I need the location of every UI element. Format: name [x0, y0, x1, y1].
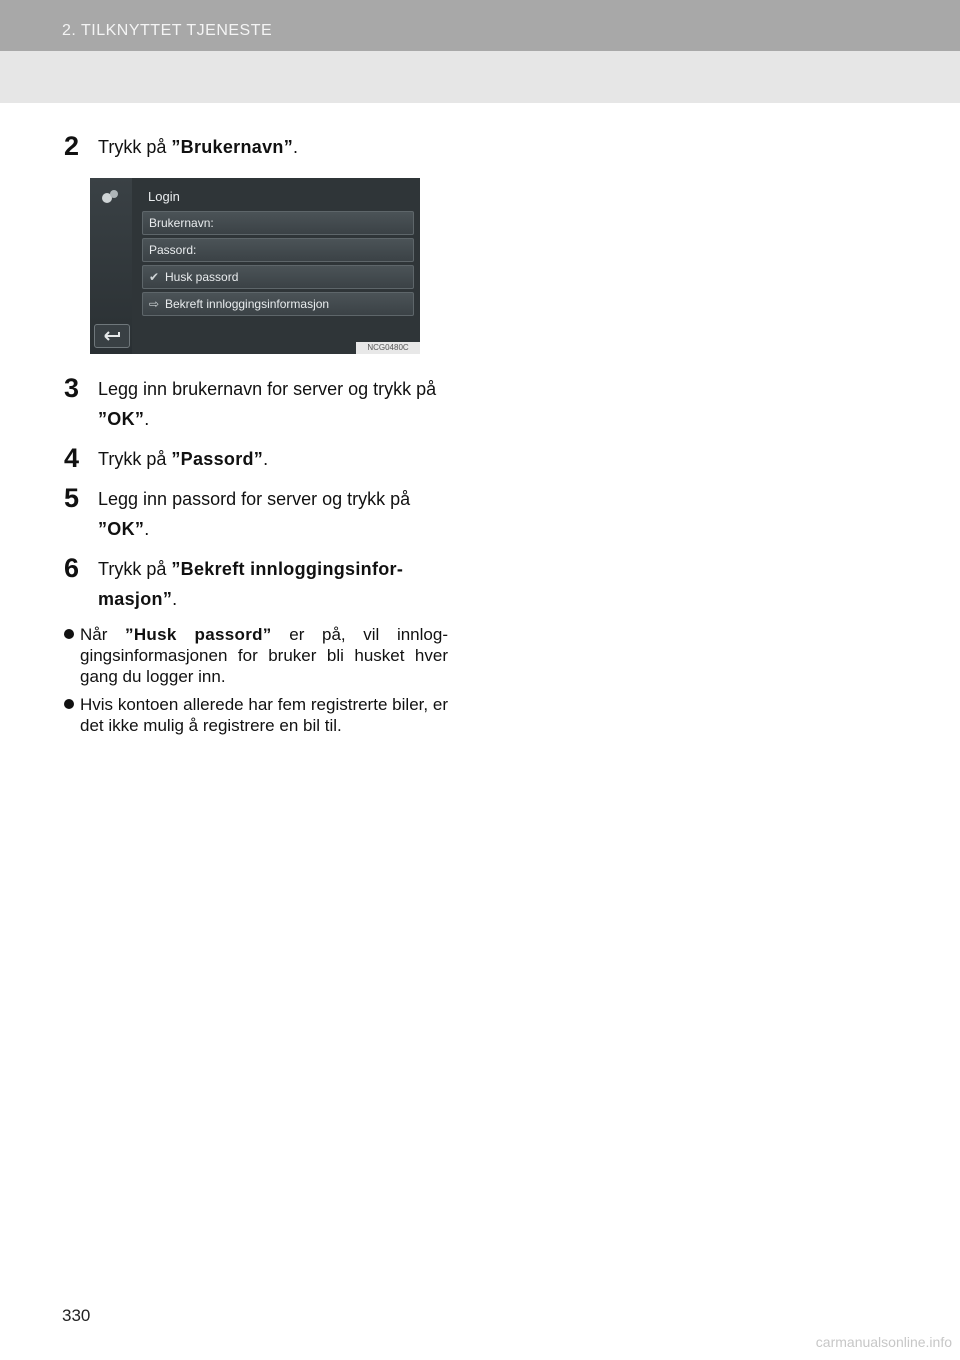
step-5: 5 Legg inn passord for server og trykk på ”OK”. — [64, 483, 411, 539]
step-emph: ”Bekreft innloggingsinfor-masjon” — [98, 559, 404, 609]
header-subbar — [0, 51, 960, 103]
screen-item-username[interactable]: Brukernavn: — [142, 211, 414, 235]
step-number: 2 — [64, 131, 80, 161]
page-content — [64, 132, 448, 743]
section-title: 2. TILKNYTTET TJENESTE — [62, 22, 273, 39]
connected-service-icon — [100, 188, 120, 206]
step-text: Trykk på — [98, 449, 172, 469]
check-icon: ✔ — [149, 270, 160, 284]
step-number: 5 — [64, 483, 80, 513]
note-five-cars: Hvis kontoen allerede har fem registrerte biler, er det ikke mulig å registrere en bil til. — [64, 694, 448, 736]
screen-item-remember-password[interactable]: ✔ Husk passord — [142, 265, 414, 289]
step-text: Trykk på — [98, 559, 172, 579]
step-text: Legg inn passord for server og trykk på — [98, 489, 411, 509]
arrow-right-icon: ⇨ — [149, 297, 160, 311]
page-number: 330 — [62, 1306, 91, 1325]
step-emph: ”Passord” — [171, 449, 264, 469]
note-remember-password: Når ”Husk passord” er på, vil innlog-gingsinformasjonen for bruker bli husket hver gang du logger inn. — [64, 624, 448, 687]
back-button[interactable] — [94, 324, 130, 348]
bullet-dot-icon — [64, 699, 74, 709]
bullet-dot-icon — [64, 629, 74, 639]
step-2: 2 Trykk på ”Brukernavn”. — [64, 131, 299, 161]
step-6: 6 Trykk på ”Bekreft innloggingsinfor-masjon”. — [64, 553, 404, 609]
step-emph: ”OK” — [98, 519, 145, 539]
screen-left-column — [90, 178, 132, 354]
step-4: 4 Trykk på ”Passord”. — [64, 443, 269, 473]
watermark: carmanualsonline.info — [815, 1334, 952, 1350]
step-text: Legg inn brukernavn for server og trykk på — [98, 379, 437, 399]
screen-menu-list — [142, 184, 414, 319]
return-arrow-icon — [95, 325, 129, 347]
screen-item-password[interactable]: Passord: — [142, 238, 414, 262]
screen-item-confirm-login[interactable]: ⇨ Bekreft innloggingsinformasjon — [142, 292, 414, 316]
step-emph: ”OK” — [98, 409, 145, 429]
step-number: 4 — [64, 443, 80, 473]
login-screen-image — [90, 178, 420, 354]
header-bar — [0, 0, 960, 51]
step-number: 3 — [64, 373, 80, 403]
image-code: NCG0480C — [356, 342, 420, 354]
step-emph: ”Brukernavn” — [171, 137, 293, 157]
step-number: 6 — [64, 553, 80, 583]
screen-title-login: Login — [148, 188, 180, 204]
step-text: Trykk på — [98, 137, 172, 157]
step-3: 3 Legg inn brukernavn for server og trykk på ”OK”. — [64, 373, 437, 429]
